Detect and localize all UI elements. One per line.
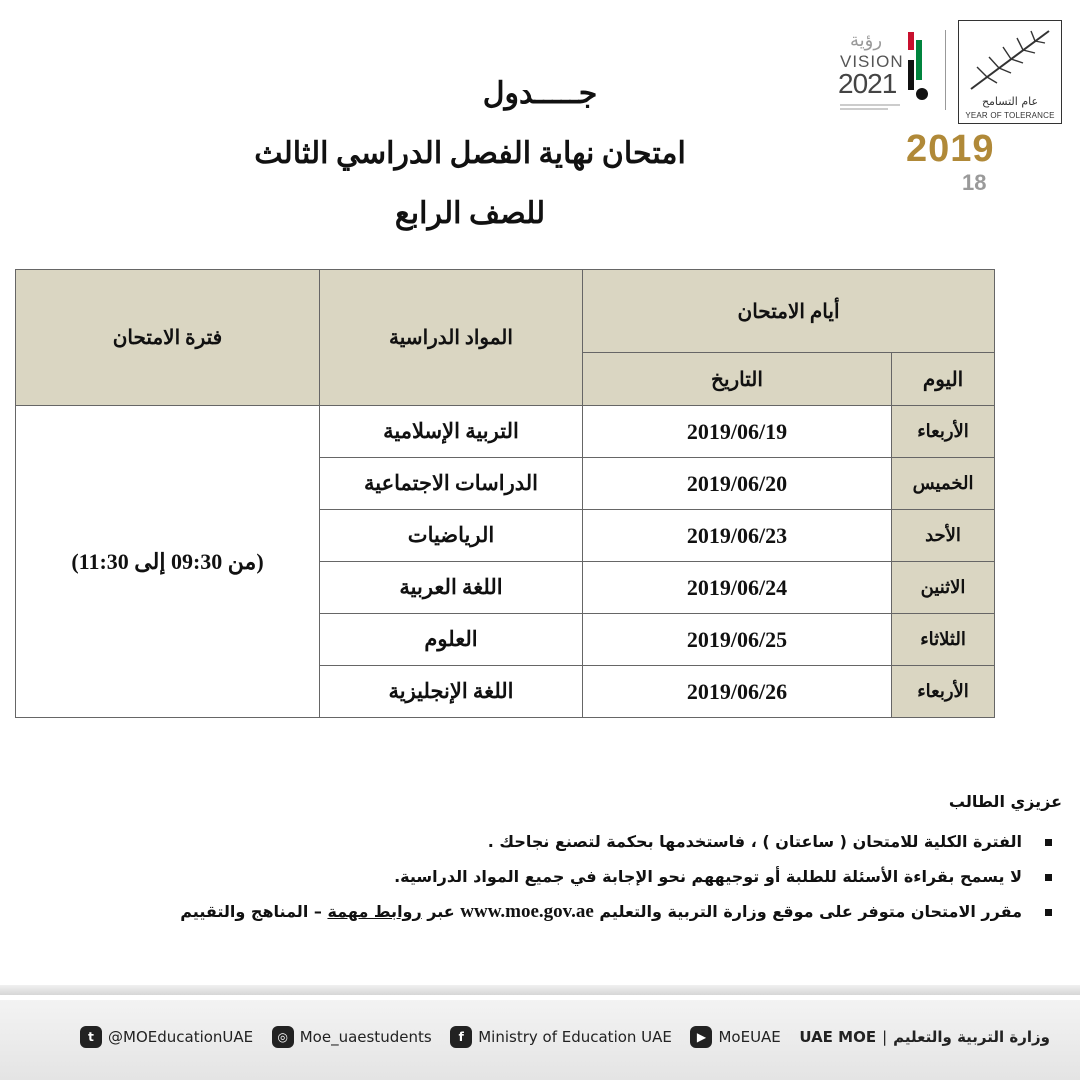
subject-cell: الرياضيات <box>320 510 583 562</box>
header-period: فترة الامتحان <box>16 270 320 406</box>
youtube-link[interactable] <box>690 1026 780 1048</box>
instagram-handle: Moe_uaestudents <box>299 1028 432 1046</box>
facebook-handle: Ministry of Education UAE <box>478 1028 672 1046</box>
day-cell: الثلاثاء <box>892 614 995 666</box>
tolerance-arabic-text: عام التسامح <box>981 95 1039 108</box>
day-cell: الخميس <box>892 458 995 510</box>
footer-divider <box>0 985 1080 995</box>
header-day: اليوم <box>892 353 995 406</box>
period-cell: (من 09:30 إلى 11:30) <box>16 406 320 718</box>
youtube-handle: MoEUAE <box>718 1028 781 1046</box>
note-text: لا يسمح بقراءة الأسئلة للطلبة أو توجيههم نحو الإجابة في جميع المواد الدراسية. <box>394 867 1022 886</box>
bullet-icon <box>1045 909 1052 916</box>
vision-arabic-text: رؤية <box>850 30 883 51</box>
list-item <box>22 897 1052 926</box>
bullet-icon <box>1045 839 1052 846</box>
note-text: مقرر الامتحان متوفر على موقع وزارة التربية والتعليم <box>599 902 1022 921</box>
header-date: التاريخ <box>583 353 892 406</box>
notes-heading: عزيزي الطالب <box>948 792 1062 811</box>
subject-cell: الدراسات الاجتماعية <box>320 458 583 510</box>
instagram-icon: ◎ <box>272 1026 294 1048</box>
facebook-icon: f <box>450 1026 472 1048</box>
vision-year-text: 2021 <box>838 68 897 99</box>
note-text: الفترة الكلية للامتحان ( ساعتان ) ، فاستخدمها بحكمة لتصنع نجاحك . <box>487 832 1022 851</box>
list-item <box>22 827 1052 856</box>
title-grade: للصف الرابع <box>394 197 546 230</box>
header-subjects: المواد الدراسية <box>320 270 583 406</box>
note-text: – المناهج والتقييم <box>180 902 322 921</box>
vision-english-text: VISION <box>840 52 904 71</box>
academic-year: 2019 <box>906 128 995 170</box>
ministry-arabic: وزارة التربية والتعليم <box>893 1028 1050 1046</box>
table-row <box>16 406 995 458</box>
twitter-handle: @MOEducationUAE <box>108 1028 254 1046</box>
footer <box>0 1000 1080 1080</box>
ministry-separator: | <box>882 1028 888 1046</box>
day-cell: الاثنين <box>892 562 995 614</box>
title-schedule: جـــــدول <box>482 77 598 110</box>
date-cell: 2019/06/23 <box>583 510 892 562</box>
subject-cell: العلوم <box>320 614 583 666</box>
date-cell: 2019/06/26 <box>583 666 892 718</box>
date-cell: 2019/06/20 <box>583 458 892 510</box>
moe-website-link[interactable]: www.moe.gov.ae <box>460 901 594 922</box>
date-cell: 2019/06/24 <box>583 562 892 614</box>
header-exam-days: أيام الامتحان <box>583 270 995 353</box>
note-text: عبر <box>427 902 455 921</box>
facebook-link[interactable] <box>450 1026 672 1048</box>
instagram-link[interactable] <box>272 1026 432 1048</box>
exam-schedule-table <box>15 269 995 718</box>
date-cell: 2019/06/19 <box>583 406 892 458</box>
notes-list <box>22 827 1062 926</box>
important-links-link[interactable]: روابط مهمة <box>327 902 422 921</box>
day-cell: الأحد <box>892 510 995 562</box>
date-cell: 2019/06/25 <box>583 614 892 666</box>
bullet-icon <box>1045 874 1052 881</box>
list-item <box>22 862 1052 891</box>
twitter-link[interactable] <box>80 1026 253 1048</box>
ministry-name <box>799 1028 1050 1046</box>
ministry-english: UAE MOE <box>799 1028 877 1046</box>
subject-cell: اللغة الإنجليزية <box>320 666 583 718</box>
day-cell: الأربعاء <box>892 406 995 458</box>
youtube-icon: ▶ <box>690 1026 712 1048</box>
footer-social-row <box>80 1022 1050 1052</box>
subject-cell: التربية الإسلامية <box>320 406 583 458</box>
day-cell: الأربعاء <box>892 666 995 718</box>
subject-cell: اللغة العربية <box>320 562 583 614</box>
twitter-icon: t <box>80 1026 102 1048</box>
tolerance-english-text: YEAR OF TOLERANCE <box>965 111 1055 120</box>
title-exam: امتحان نهاية الفصل الدراسي الثالث <box>254 137 686 170</box>
academic-year-prev: 18 <box>962 170 987 195</box>
student-notes <box>22 792 1062 932</box>
